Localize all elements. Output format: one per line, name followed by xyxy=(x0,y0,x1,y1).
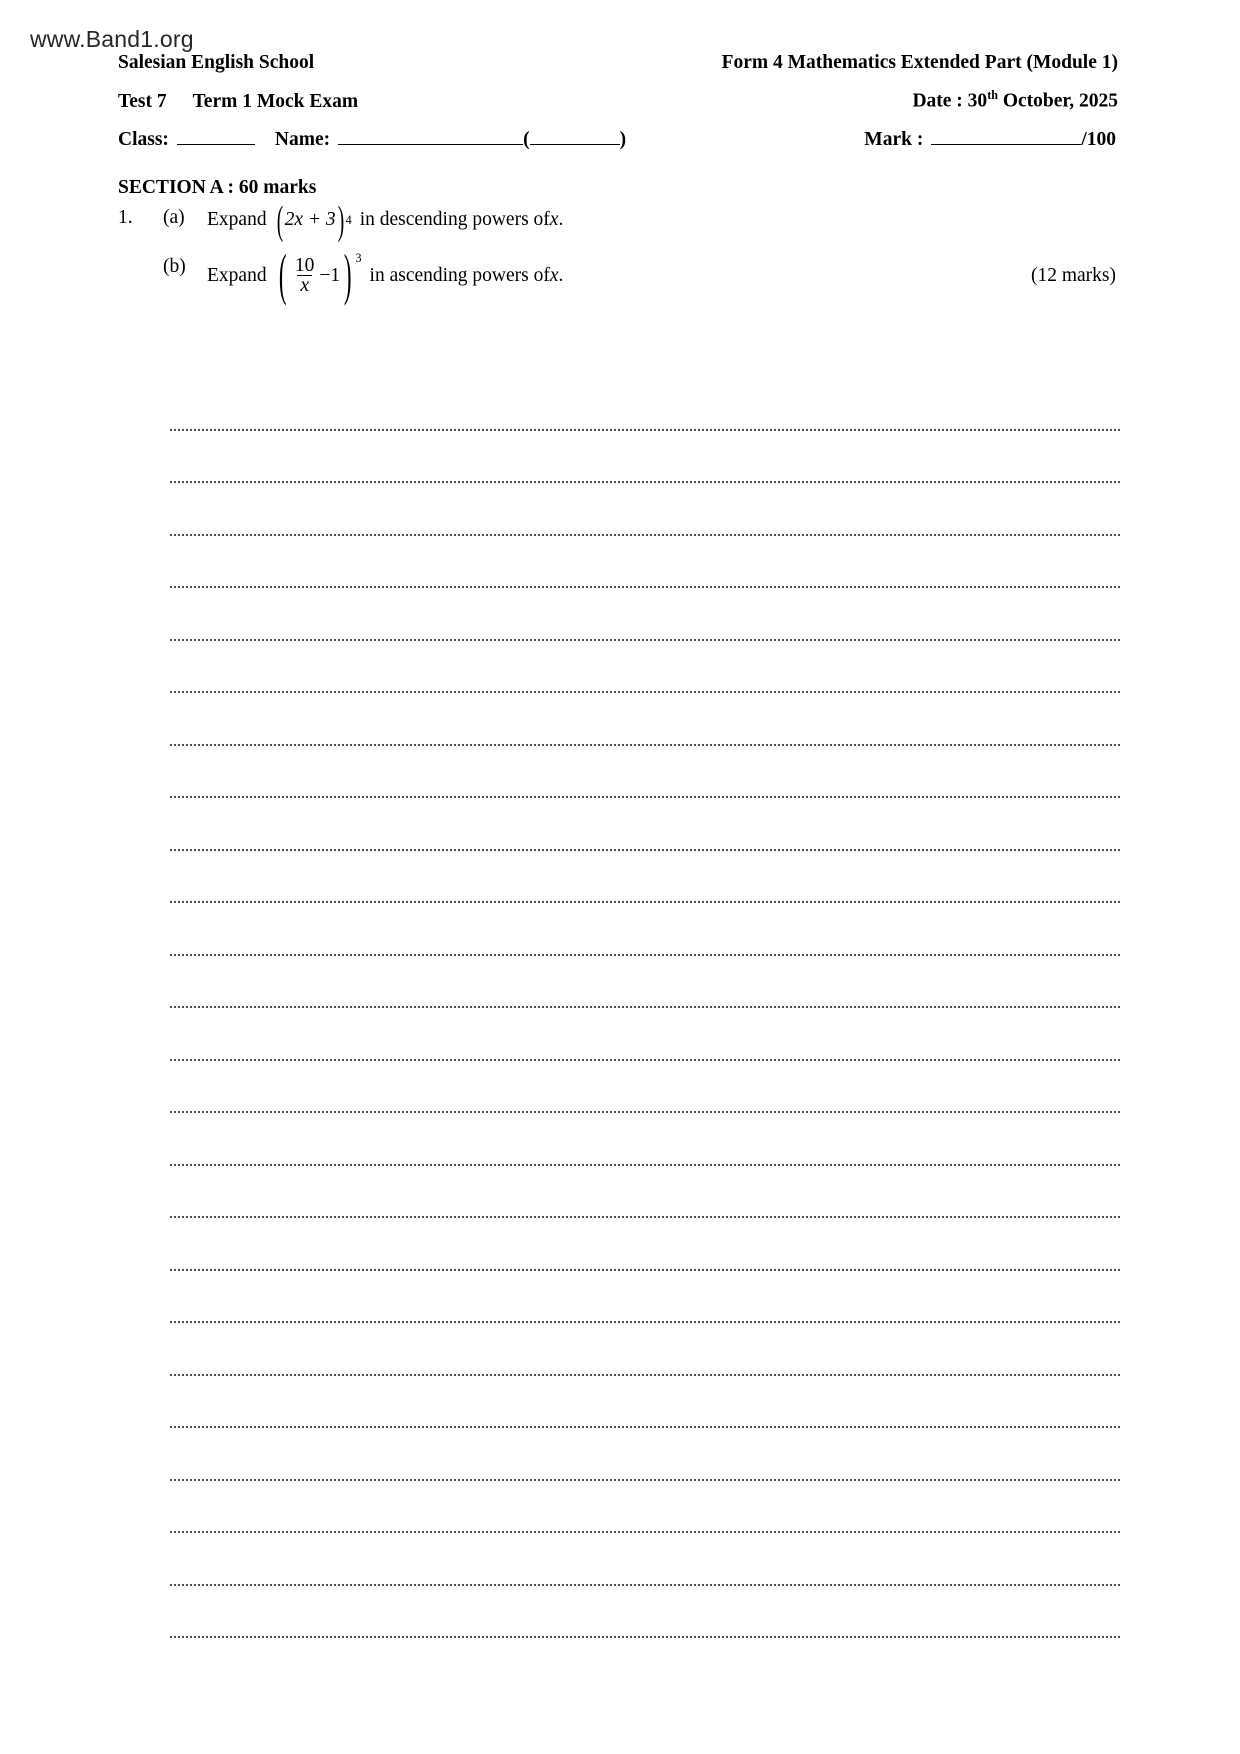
part-a-expression: ( 2x + 3 ) 4 xyxy=(276,197,352,243)
answer-line[interactable] xyxy=(170,1376,1120,1429)
answer-line[interactable] xyxy=(170,588,1120,641)
part-a-period: . xyxy=(558,209,564,230)
part-b-body xyxy=(207,242,1118,307)
part-b-label: (b) xyxy=(163,255,186,277)
class-input[interactable] xyxy=(177,144,255,145)
answer-line[interactable] xyxy=(170,1323,1120,1376)
answer-line[interactable] xyxy=(170,1218,1120,1271)
mark-label: Mark : xyxy=(864,128,924,150)
part-b-tail: in ascending powers of xyxy=(369,264,550,286)
answer-line[interactable] xyxy=(170,1166,1120,1219)
part-b-lead: Expand xyxy=(207,264,267,286)
test-number: Test 7 xyxy=(118,90,167,112)
mark-field xyxy=(864,129,1118,151)
part-b-expression: ( $\frac{10}{x}$ −1 ) 3 xyxy=(278,242,362,307)
class-label: Class: xyxy=(118,128,169,150)
question-1 xyxy=(118,197,1118,307)
answer-line[interactable] xyxy=(170,536,1120,589)
answer-line[interactable] xyxy=(170,1586,1120,1639)
part-a-base: 2x + 3 xyxy=(284,209,336,230)
name-input[interactable] xyxy=(338,144,523,145)
question-number: 1. xyxy=(118,206,133,228)
question-part-a xyxy=(163,197,1118,243)
mark-input[interactable] xyxy=(931,144,1081,145)
answer-line[interactable] xyxy=(170,693,1120,746)
date-ordinal: th xyxy=(987,88,998,102)
name-field xyxy=(275,129,626,151)
exam-name: Term 1 Mock Exam xyxy=(192,90,359,112)
name-label: Name: xyxy=(274,128,331,150)
answer-line[interactable] xyxy=(170,641,1120,694)
answer-line[interactable] xyxy=(170,798,1120,851)
watermark-text: www.Band1.org xyxy=(30,26,194,52)
answer-line[interactable] xyxy=(170,956,1120,1009)
exam-date xyxy=(912,88,1118,113)
question-part-b xyxy=(163,242,1118,307)
answer-line[interactable] xyxy=(170,1533,1120,1586)
part-b-minus-one: −1 xyxy=(319,264,341,286)
part-b-marks: (12 marks) xyxy=(1030,264,1116,286)
paren-close-icon: ) xyxy=(337,197,344,243)
part-a-lead: Expand xyxy=(207,209,267,230)
student-fields-row xyxy=(118,129,1118,151)
paren-open: ( xyxy=(523,128,530,150)
fraction-denominator: x xyxy=(297,275,312,296)
section-title: SECTION A : 60 marks xyxy=(118,176,317,198)
part-b-period: . xyxy=(558,264,564,286)
part-a-tail: in descending powers of xyxy=(359,209,550,230)
answer-line[interactable] xyxy=(170,746,1120,799)
test-and-exam xyxy=(118,91,358,113)
answer-line[interactable] xyxy=(170,1481,1120,1534)
answer-line[interactable] xyxy=(170,903,1120,956)
paren-close: ) xyxy=(619,128,627,150)
class-field xyxy=(118,129,255,151)
answer-lines-area xyxy=(170,378,1120,1638)
fraction-numerator: 10 xyxy=(294,254,315,276)
answer-line[interactable] xyxy=(170,1428,1120,1481)
date-label: Date : 30 xyxy=(912,90,988,112)
answer-line[interactable] xyxy=(170,851,1120,904)
answer-line[interactable] xyxy=(170,483,1120,536)
answer-line[interactable] xyxy=(170,1113,1120,1166)
answer-line[interactable] xyxy=(170,378,1120,431)
paren-open-icon: ( xyxy=(276,197,283,243)
page-content xyxy=(118,52,1118,307)
part-a-body xyxy=(207,197,1118,243)
answer-line[interactable] xyxy=(170,1061,1120,1114)
part-b-var: x xyxy=(549,264,559,286)
paren-close-large-icon: ) xyxy=(343,242,352,307)
mark-total: /100 xyxy=(1081,128,1116,150)
part-a-var: x xyxy=(549,209,559,230)
answer-line[interactable] xyxy=(170,431,1120,484)
answer-line[interactable] xyxy=(170,1271,1120,1324)
header-row-school xyxy=(118,52,1118,74)
date-rest: October, 2025 xyxy=(997,90,1118,112)
paren-open-large-icon: ( xyxy=(278,242,287,307)
paper-title: Form 4 Mathematics Extended Part (Module 1) xyxy=(721,52,1118,73)
class-number-input[interactable] xyxy=(530,144,620,145)
answer-line[interactable] xyxy=(170,1008,1120,1061)
school-name: Salesian English School xyxy=(118,52,315,73)
fraction-ten-over-x xyxy=(292,256,318,297)
header-row-test xyxy=(118,88,1118,113)
part-a-label: (a) xyxy=(163,206,185,228)
